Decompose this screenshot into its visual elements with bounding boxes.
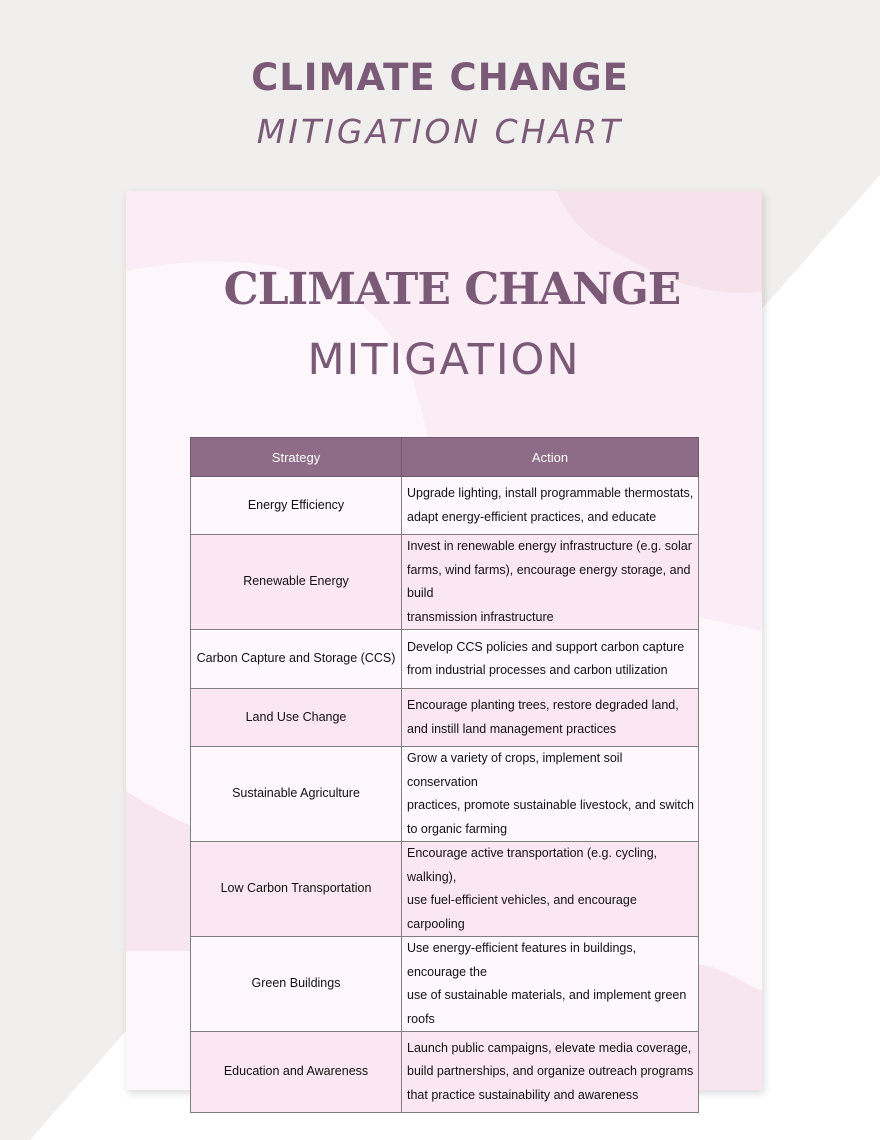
strategy-cell: Land Use Change: [191, 689, 402, 747]
strategy-cell: Carbon Capture and Storage (CCS): [191, 630, 402, 689]
action-cell: Grow a variety of crops, implement soil conservation practices, promote sustainable livestock, and switch to organic farming: [402, 747, 699, 842]
action-cell: Develop CCS policies and support carbon capture from industrial processes and carbon utilization: [402, 630, 699, 689]
document-title-line1: CLIMATE CHANGE: [223, 264, 681, 315]
page-title: CLIMATE CHANGE: [251, 56, 629, 99]
action-cell: Upgrade lighting, install programmable thermostats, adapt energy-efficient practices, and educate: [402, 477, 699, 535]
action-cell: Encourage active transportation (e.g. cycling, walking), use fuel-efficient vehicles, and encourage carpooling: [402, 842, 699, 937]
strategy-cell: Sustainable Agriculture: [191, 747, 402, 842]
strategy-cell: Energy Efficiency: [191, 477, 402, 535]
document-title-line2: MITIGATION: [307, 335, 581, 385]
table-row: [191, 535, 699, 630]
table-row: [191, 630, 699, 689]
strategy-cell: Low Carbon Transportation: [191, 842, 402, 937]
action-cell: Encourage planting trees, restore degraded land, and instill land management practices: [402, 689, 699, 747]
table-row: [191, 937, 699, 1032]
action-cell: Use energy-efficient features in buildings, encourage the use of sustainable materials, and implement green roofs: [402, 937, 699, 1032]
header-action: Action: [402, 438, 699, 477]
table-row: [191, 842, 699, 937]
action-cell: Invest in renewable energy infrastructure (e.g. solar farms, wind farms), encourage energy storage, and build transmission infrastructure: [402, 535, 699, 630]
table-header-row: [191, 438, 699, 477]
strategy-cell: Green Buildings: [191, 937, 402, 1032]
mitigation-table: [190, 437, 699, 1113]
action-cell: Launch public campaigns, elevate media coverage, build partnerships, and organize outreach programs that practice sustainability and awareness: [402, 1032, 699, 1113]
table-row: [191, 689, 699, 747]
strategy-cell: Renewable Energy: [191, 535, 402, 630]
table-row: [191, 1032, 699, 1113]
page-subtitle: MITIGATION CHART: [256, 112, 624, 151]
page-header: [0, 52, 880, 160]
header-strategy: Strategy: [191, 438, 402, 477]
document-title: [0, 262, 880, 390]
table-row: [191, 477, 699, 535]
table-row: [191, 747, 699, 842]
strategy-cell: Education and Awareness: [191, 1032, 402, 1113]
